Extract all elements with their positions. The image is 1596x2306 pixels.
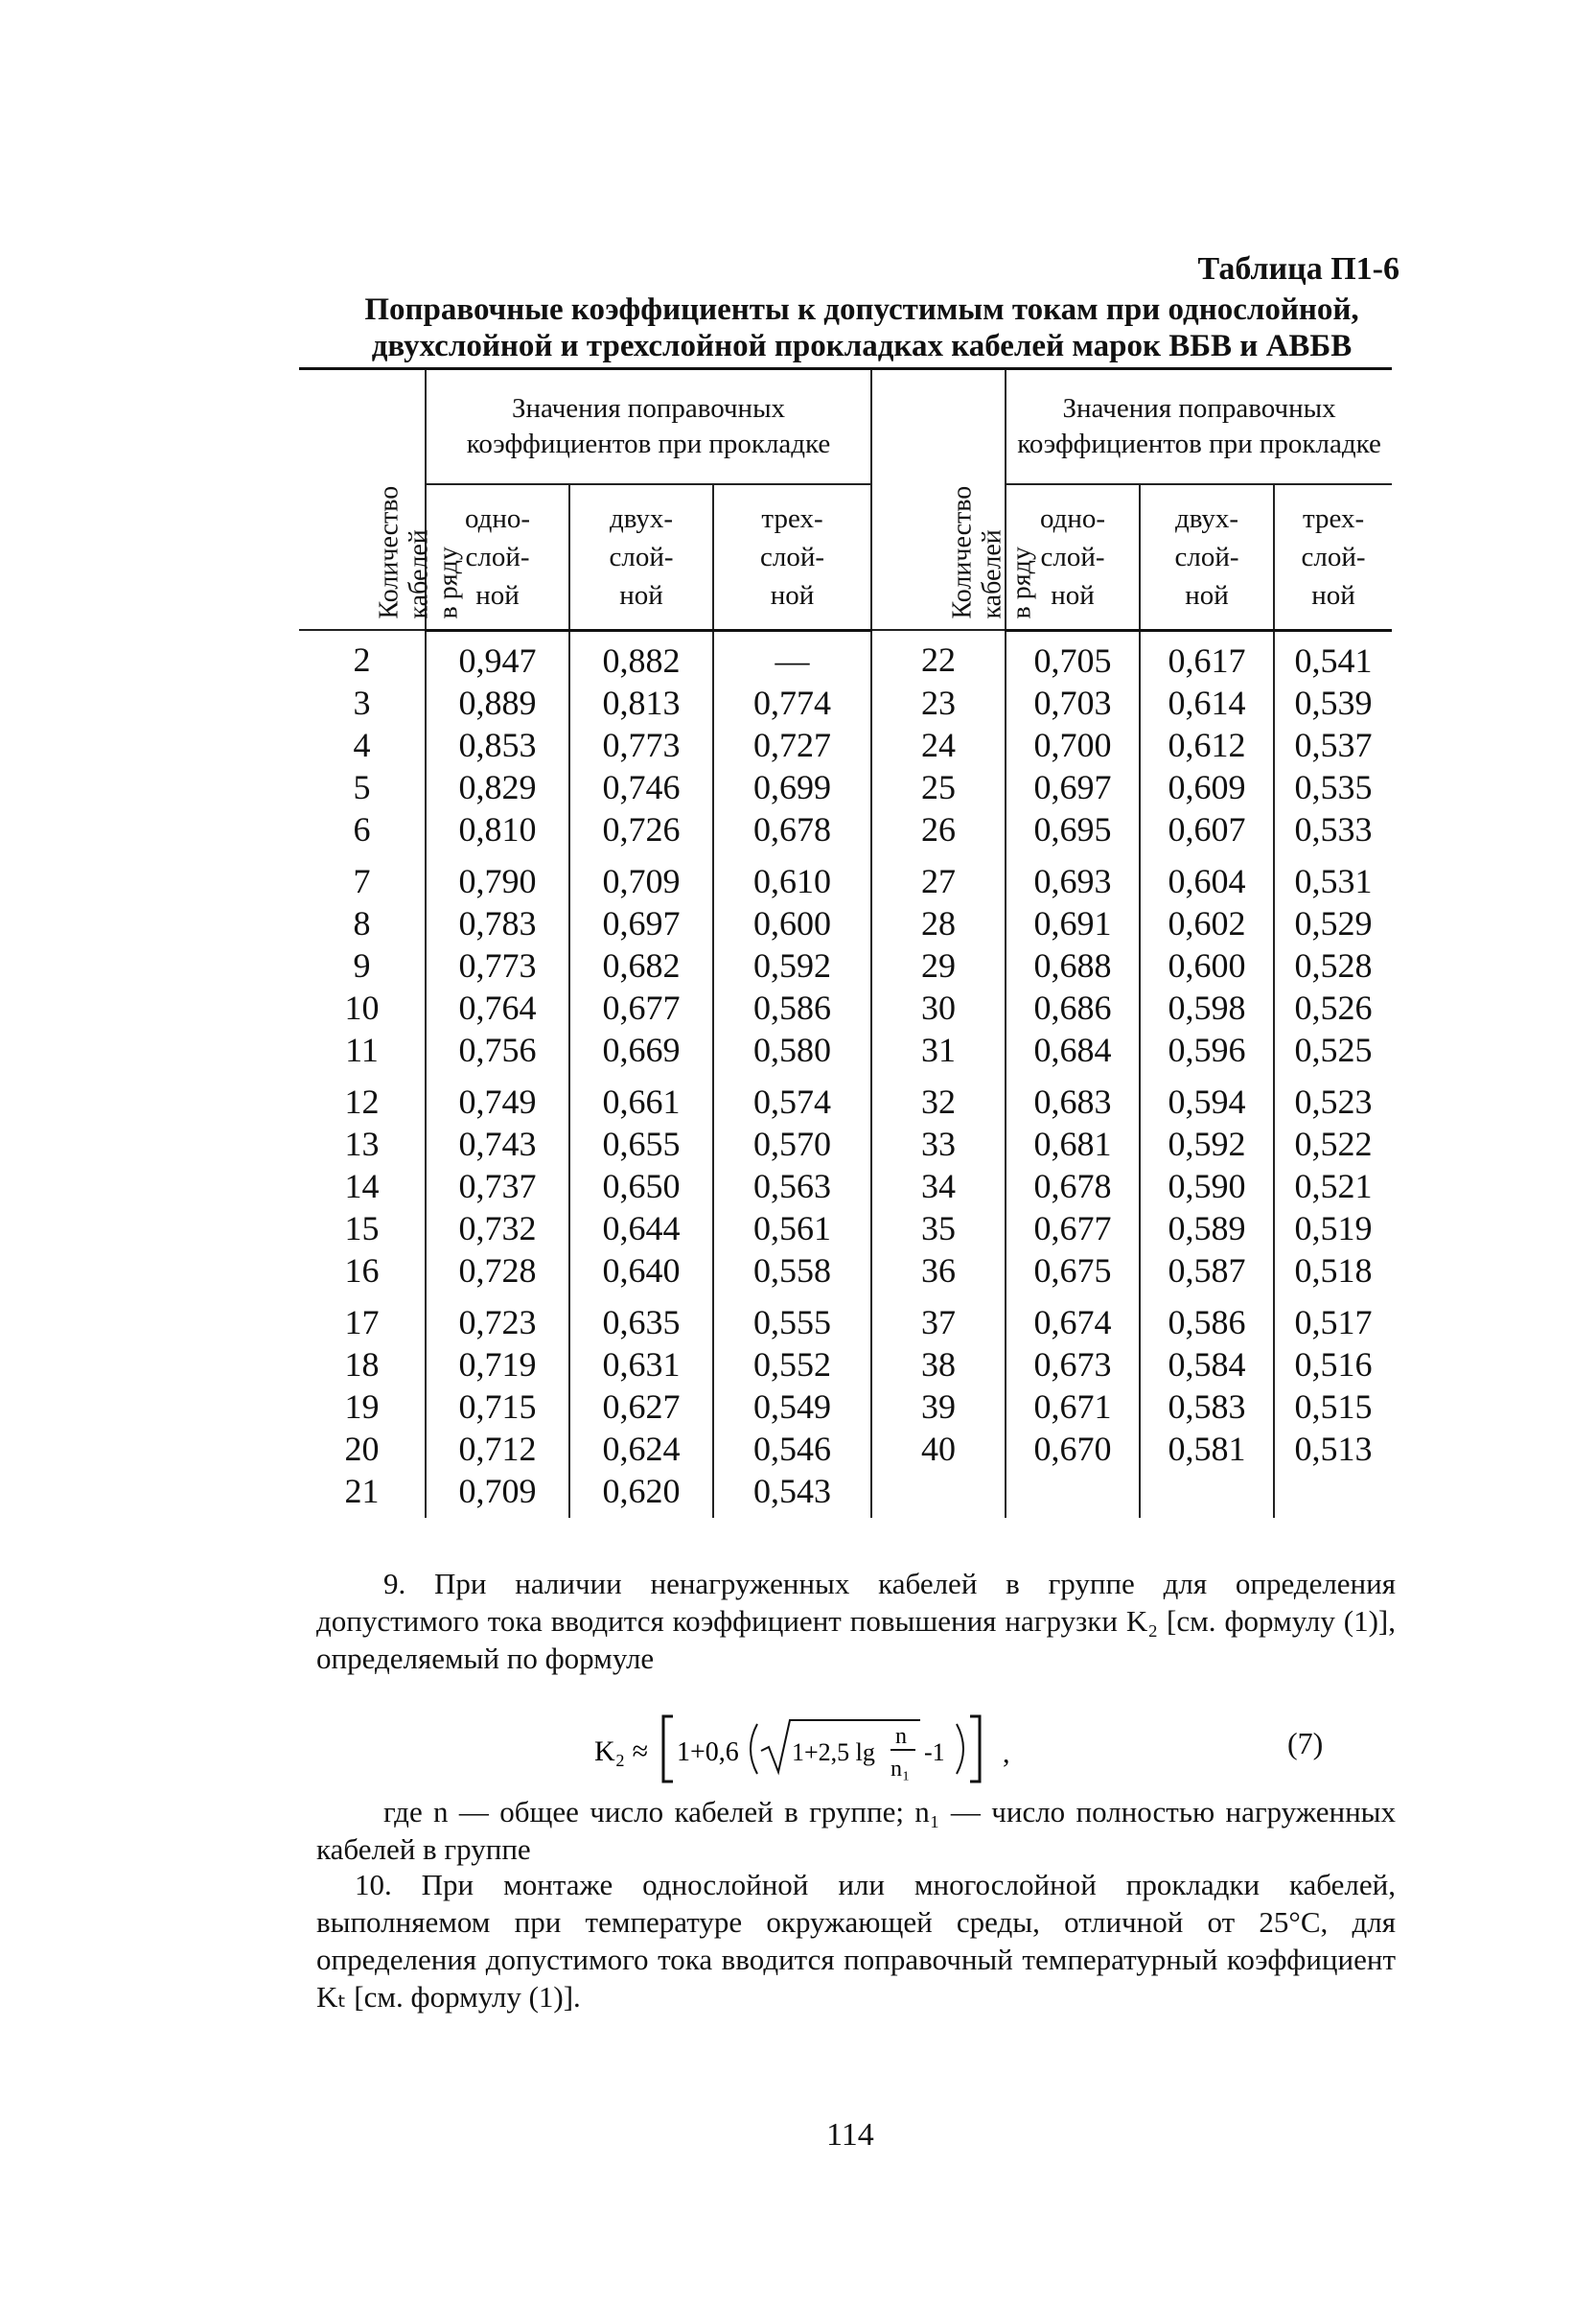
paragraph-10: 10. При монтаже однослойной или многослойной прокладки кабелей, выполняемом при температуре окружающей среды, отличной от 25°С, для определения допустимого тока вводится поправочный температурный коэффициент Kₜ [см. формулу (1)]. [316,1868,1396,2014]
single-layer-cell: 0,675 [1006,1249,1140,1292]
triple-layer-cell: 0,518 [1274,1249,1392,1292]
triple-layer-cell: 0,552 [713,1343,871,1386]
single-layer-cell: 0,764 [426,987,569,1029]
double-layer-cell: 0,624 [569,1428,713,1470]
double-layer-cell: 0,726 [569,808,713,850]
group-header-right: Значения поправочных коэффициентов при прокладке [1006,369,1392,484]
count-cell [871,1470,1006,1518]
count-cell: 14 [299,1165,426,1207]
double-layer-cell: 0,586 [1140,1292,1274,1343]
triple-layer-cell: 0,521 [1274,1165,1392,1207]
table-row [299,1470,1392,1518]
count-cell: 22 [871,630,1006,682]
single-layer-cell: 0,686 [1006,987,1140,1029]
count-cell: 27 [871,850,1006,902]
single-layer-cell: 0,674 [1006,1292,1140,1343]
count-cell: 20 [299,1428,426,1470]
single-layer-cell: 0,681 [1006,1123,1140,1165]
table-row [299,944,1392,987]
double-layer-cell: 0,746 [569,766,713,808]
triple-layer-header: трех- слой- ной [713,484,871,630]
double-layer-cell: 0,589 [1140,1207,1274,1249]
count-cell: 34 [871,1165,1006,1207]
single-layer-cell: 0,723 [426,1292,569,1343]
double-layer-cell: 0,882 [569,630,713,682]
triple-layer-cell: 0,558 [713,1249,871,1292]
table-row [299,766,1392,808]
triple-layer-cell: 0,528 [1274,944,1392,987]
single-layer-cell: 0,673 [1006,1343,1140,1386]
triple-layer-header-right: трех- слой- ной [1274,484,1392,630]
count-cell: 25 [871,766,1006,808]
count-cell: 12 [299,1071,426,1123]
svg-text:n₁: n₁ [891,1757,911,1782]
double-layer-cell: 0,614 [1140,682,1274,724]
count-cell: 4 [299,724,426,766]
svg-text:n: n [895,1724,907,1749]
formula-number: (7) [1287,1726,1324,1760]
table-row [299,1249,1392,1292]
triple-layer-cell: 0,592 [713,944,871,987]
table-row [299,850,1392,902]
svg-text:K₂ ≈: K₂ ≈ [594,1735,649,1767]
single-layer-header: одно- слой- ной [426,484,569,630]
svg-text:1+2,5 lg: 1+2,5 lg [792,1738,875,1766]
double-layer-cell: 0,587 [1140,1249,1274,1292]
double-layer-cell: 0,631 [569,1343,713,1386]
table-title: Поправочные коэффициенты к допустимым токам при однослойной, двухслойной и трехслойной прокладках кабелей марок ВБВ и АВБВ [364,292,1359,363]
triple-layer-cell [1274,1470,1392,1518]
count-cell: 32 [871,1071,1006,1123]
single-layer-cell: 0,677 [1006,1207,1140,1249]
single-layer-cell: 0,693 [1006,850,1140,902]
single-layer-cell: 0,703 [1006,682,1140,724]
count-cell: 40 [871,1428,1006,1470]
single-layer-cell: 0,749 [426,1071,569,1123]
double-layer-cell: 0,609 [1140,766,1274,808]
triple-layer-cell: 0,580 [713,1029,871,1071]
count-cell: 28 [871,902,1006,944]
triple-layer-cell: 0,535 [1274,766,1392,808]
table-row [299,724,1392,766]
table-row [299,1029,1392,1071]
double-layer-header-right: двух- слой- ной [1140,484,1274,630]
svg-text:1+0,6: 1+0,6 [677,1737,739,1767]
single-layer-cell: 0,719 [426,1343,569,1386]
single-layer-cell: 0,756 [426,1029,569,1071]
double-layer-cell: 0,709 [569,850,713,902]
table-row [299,1428,1392,1470]
group-header-left: Значения поправочных коэффициентов при прокладке [426,369,871,484]
count-cell: 13 [299,1123,426,1165]
count-cell: 6 [299,808,426,850]
triple-layer-cell: 0,529 [1274,902,1392,944]
count-cell: 5 [299,766,426,808]
triple-layer-cell: 0,574 [713,1071,871,1123]
table-row [299,1123,1392,1165]
double-layer-cell: 0,600 [1140,944,1274,987]
triple-layer-cell: 0,678 [713,808,871,850]
count-cell: 2 [299,630,426,682]
table-label: Таблица П1-6 [1197,251,1399,287]
single-layer-cell: 0,853 [426,724,569,766]
formula-graphic [594,1705,1093,1791]
single-layer-cell: 0,947 [426,630,569,682]
double-layer-cell: 0,592 [1140,1123,1274,1165]
count-cell: 24 [871,724,1006,766]
single-layer-cell: 0,732 [426,1207,569,1249]
page-number: 114 [826,2117,874,2153]
where-text: где n — общее число кабелей в группе; n₁ — число полностью нагруженных кабелей в группе [316,1795,1396,1866]
single-layer-cell: 0,678 [1006,1165,1140,1207]
count-cell: 19 [299,1386,426,1428]
single-layer-cell: 0,671 [1006,1386,1140,1428]
single-layer-cell: 0,670 [1006,1428,1140,1470]
double-layer-cell: 0,682 [569,944,713,987]
single-layer-cell: 0,889 [426,682,569,724]
table-row [299,1343,1392,1386]
single-layer-cell: 0,790 [426,850,569,902]
single-layer-cell: 0,773 [426,944,569,987]
triple-layer-cell: 0,513 [1274,1428,1392,1470]
triple-layer-cell: 0,727 [713,724,871,766]
single-layer-cell: 0,684 [1006,1029,1140,1071]
double-layer-cell: 0,627 [569,1386,713,1428]
triple-layer-cell: 0,610 [713,850,871,902]
count-cell: 9 [299,944,426,987]
table-row [299,1071,1392,1123]
table-row [299,682,1392,724]
double-layer-cell: 0,602 [1140,902,1274,944]
count-cell: 15 [299,1207,426,1249]
double-layer-cell: 0,617 [1140,630,1274,682]
count-cell: 36 [871,1249,1006,1292]
single-layer-cell [1006,1470,1140,1518]
count-cell: 38 [871,1343,1006,1386]
count-cell: 10 [299,987,426,1029]
triple-layer-cell: 0,600 [713,902,871,944]
double-layer-cell: 0,612 [1140,724,1274,766]
count-cell: 16 [299,1249,426,1292]
single-layer-cell: 0,705 [1006,630,1140,682]
triple-layer-cell: — [713,630,871,682]
triple-layer-cell: 0,774 [713,682,871,724]
paragraph-9: 9. При наличии ненагруженных кабелей в группе для определения допустимого тока вводится коэффициент повышения нагрузки K₂ [см. формулу (1)], определяемый по формуле [316,1567,1396,1675]
count-cell: 29 [871,944,1006,987]
table-row [299,1165,1392,1207]
double-layer-cell: 0,596 [1140,1029,1274,1071]
single-layer-cell: 0,688 [1006,944,1140,987]
svg-text:-1: -1 [924,1738,945,1766]
triple-layer-cell: 0,517 [1274,1292,1392,1343]
single-layer-cell: 0,700 [1006,724,1140,766]
double-layer-cell: 0,581 [1140,1428,1274,1470]
triple-layer-cell: 0,561 [713,1207,871,1249]
double-layer-cell: 0,640 [569,1249,713,1292]
count-cell: 37 [871,1292,1006,1343]
svg-text:,: , [1003,1737,1010,1769]
count-cell: 39 [871,1386,1006,1428]
triple-layer-cell: 0,555 [713,1292,871,1343]
triple-layer-cell: 0,516 [1274,1343,1392,1386]
table-row [299,630,1392,682]
count-cell: 11 [299,1029,426,1071]
correction-factors-table [299,367,1392,1518]
triple-layer-cell: 0,515 [1274,1386,1392,1428]
double-layer-cell: 0,598 [1140,987,1274,1029]
triple-layer-cell: 0,531 [1274,850,1392,902]
triple-layer-cell: 0,526 [1274,987,1392,1029]
triple-layer-cell: 0,570 [713,1123,871,1165]
formula-7 [594,1705,1093,1791]
triple-layer-cell: 0,541 [1274,630,1392,682]
count-cell: 3 [299,682,426,724]
double-layer-cell: 0,697 [569,902,713,944]
table-row [299,1292,1392,1343]
double-layer-cell: 0,635 [569,1292,713,1343]
double-layer-cell: 0,583 [1140,1386,1274,1428]
single-layer-cell: 0,737 [426,1165,569,1207]
table-row [299,987,1392,1029]
triple-layer-cell: 0,563 [713,1165,871,1207]
single-layer-cell: 0,743 [426,1123,569,1165]
count-cell: 17 [299,1292,426,1343]
single-layer-cell: 0,712 [426,1428,569,1470]
count-cell: 33 [871,1123,1006,1165]
triple-layer-cell: 0,537 [1274,724,1392,766]
single-layer-cell: 0,783 [426,902,569,944]
triple-layer-cell: 0,586 [713,987,871,1029]
triple-layer-cell: 0,546 [713,1428,871,1470]
table-row [299,808,1392,850]
single-layer-header-right: одно- слой- ной [1006,484,1140,630]
single-layer-cell: 0,695 [1006,808,1140,850]
single-layer-cell: 0,715 [426,1386,569,1428]
count-cell: 7 [299,850,426,902]
triple-layer-cell: 0,699 [713,766,871,808]
double-layer-cell [1140,1470,1274,1518]
triple-layer-cell: 0,523 [1274,1071,1392,1123]
double-layer-cell: 0,604 [1140,850,1274,902]
single-layer-cell: 0,683 [1006,1071,1140,1123]
count-cell: 31 [871,1029,1006,1071]
triple-layer-cell: 0,525 [1274,1029,1392,1071]
count-header-left: Количество кабелей в ряду [299,369,426,631]
triple-layer-cell: 0,519 [1274,1207,1392,1249]
count-cell: 18 [299,1343,426,1386]
count-cell: 21 [299,1470,426,1518]
count-cell: 26 [871,808,1006,850]
count-cell: 8 [299,902,426,944]
triple-layer-cell: 0,539 [1274,682,1392,724]
triple-layer-cell: 0,533 [1274,808,1392,850]
table-row [299,1386,1392,1428]
double-layer-header: двух- слой- ной [569,484,713,630]
double-layer-cell: 0,661 [569,1071,713,1123]
count-cell: 30 [871,987,1006,1029]
double-layer-cell: 0,644 [569,1207,713,1249]
double-layer-cell: 0,607 [1140,808,1274,850]
single-layer-cell: 0,709 [426,1470,569,1518]
table-row [299,1207,1392,1249]
double-layer-cell: 0,677 [569,987,713,1029]
double-layer-cell: 0,590 [1140,1165,1274,1207]
single-layer-cell: 0,728 [426,1249,569,1292]
single-layer-cell: 0,691 [1006,902,1140,944]
double-layer-cell: 0,655 [569,1123,713,1165]
double-layer-cell: 0,813 [569,682,713,724]
triple-layer-cell: 0,522 [1274,1123,1392,1165]
double-layer-cell: 0,620 [569,1470,713,1518]
double-layer-cell: 0,669 [569,1029,713,1071]
double-layer-cell: 0,584 [1140,1343,1274,1386]
double-layer-cell: 0,650 [569,1165,713,1207]
count-cell: 35 [871,1207,1006,1249]
double-layer-cell: 0,594 [1140,1071,1274,1123]
double-layer-cell: 0,773 [569,724,713,766]
table-row [299,902,1392,944]
triple-layer-cell: 0,549 [713,1386,871,1428]
single-layer-cell: 0,810 [426,808,569,850]
single-layer-cell: 0,697 [1006,766,1140,808]
count-cell: 23 [871,682,1006,724]
triple-layer-cell: 0,543 [713,1470,871,1518]
count-header-right: Количество кабелей в ряду [871,369,1006,631]
single-layer-cell: 0,829 [426,766,569,808]
